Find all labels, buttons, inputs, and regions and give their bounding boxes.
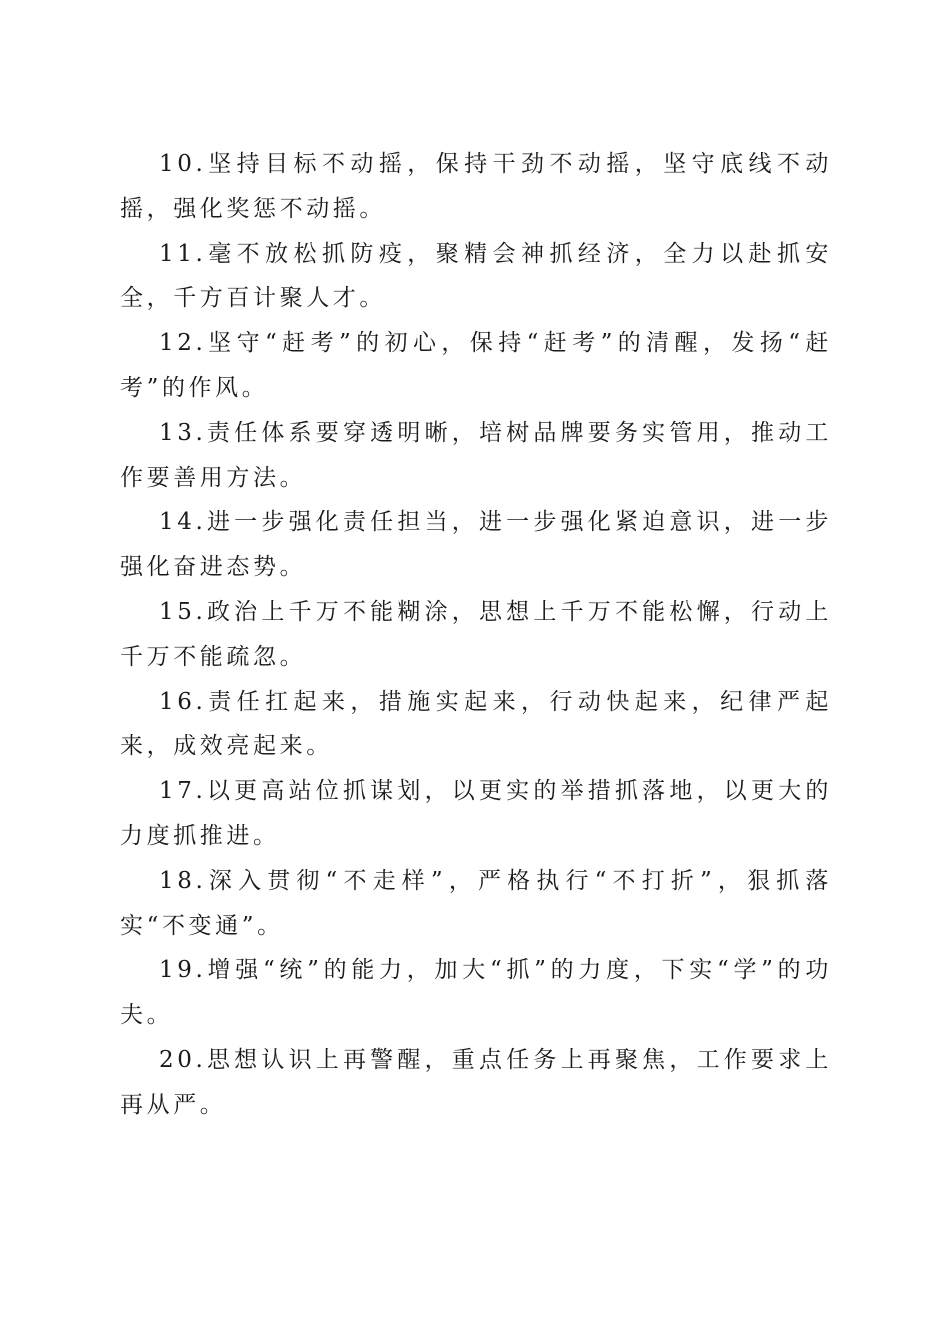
document-body — [120, 142, 832, 1128]
list-item-12: 12.坚守“赶考”的初心，保持“赶考”的清醒，发扬“赶考”的作风。 — [120, 330, 832, 401]
list-item-19: 19.增强“统”的能力，加大“抓”的力度，下实“学”的功夫。 — [120, 957, 832, 1029]
list-item-15: 15.政治上千万不能糊涂，思想上千万不能松懈，行动上千万不能疏忽。 — [120, 598, 832, 670]
list-item-17: 17.以更高站位抓谋划，以更实的举措抓落地，以更大的力度抓推进。 — [120, 778, 832, 849]
list-item-16: 16.责任扛起来，措施实起来，行动快起来，纪律严起来，成效亮起来。 — [120, 688, 832, 760]
list-item-10: 10.坚持目标不动摇，保持干劲不动摇，坚守底线不动摇，强化奖惩不动摇。 — [120, 151, 832, 222]
list-item-11: 11.毫不放松抓防疫，聚精会神抓经济，全力以赴抓安全，千方百计聚人才。 — [120, 240, 832, 312]
list-item-13: 13.责任体系要穿透明晰，培树品牌要务实管用，推动工作要善用方法。 — [120, 419, 832, 491]
list-item-20: 20.思想认识上再警醒，重点任务上再聚焦，工作要求上再从严。 — [120, 1046, 832, 1118]
list-item-14: 14.进一步强化责任担当，进一步强化紧迫意识，进一步强化奋进态势。 — [120, 509, 832, 581]
list-item-18: 18.深入贯彻“不走样”，严格执行“不打折”，狠抓落实“不变通”。 — [120, 867, 832, 939]
